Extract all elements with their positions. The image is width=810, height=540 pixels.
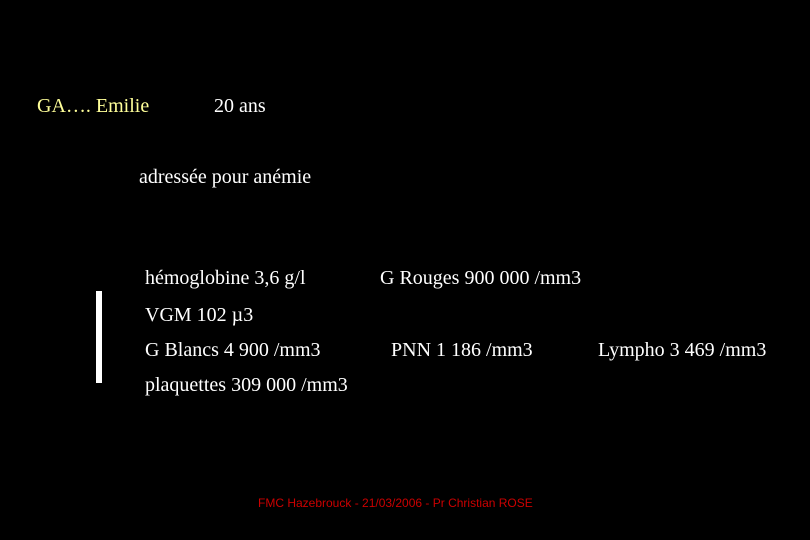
lab-hemoglobine: hémoglobine 3,6 g/l — [145, 267, 306, 289]
lab-globules-blancs: G Blancs 4 900 /mm3 — [145, 339, 321, 361]
patient-age: 20 ans — [214, 95, 266, 117]
lab-globules-rouges: G Rouges 900 000 /mm3 — [380, 267, 582, 289]
lab-plaquettes: plaquettes 309 000 /mm3 — [145, 374, 348, 396]
patient-name: GA…. Emilie — [37, 95, 150, 117]
lab-lymphocytes: Lympho 3 469 /mm3 — [598, 339, 767, 361]
lab-vgm: VGM 102 µ3 — [145, 304, 254, 326]
slide-footer: FMC Hazebrouck - 21/03/2006 - Pr Christian ROSE — [258, 496, 533, 510]
referral-reason: adressée pour anémie — [139, 166, 312, 188]
lab-pnn: PNN 1 186 /mm3 — [391, 339, 533, 361]
lab-results-bracket — [96, 291, 102, 383]
